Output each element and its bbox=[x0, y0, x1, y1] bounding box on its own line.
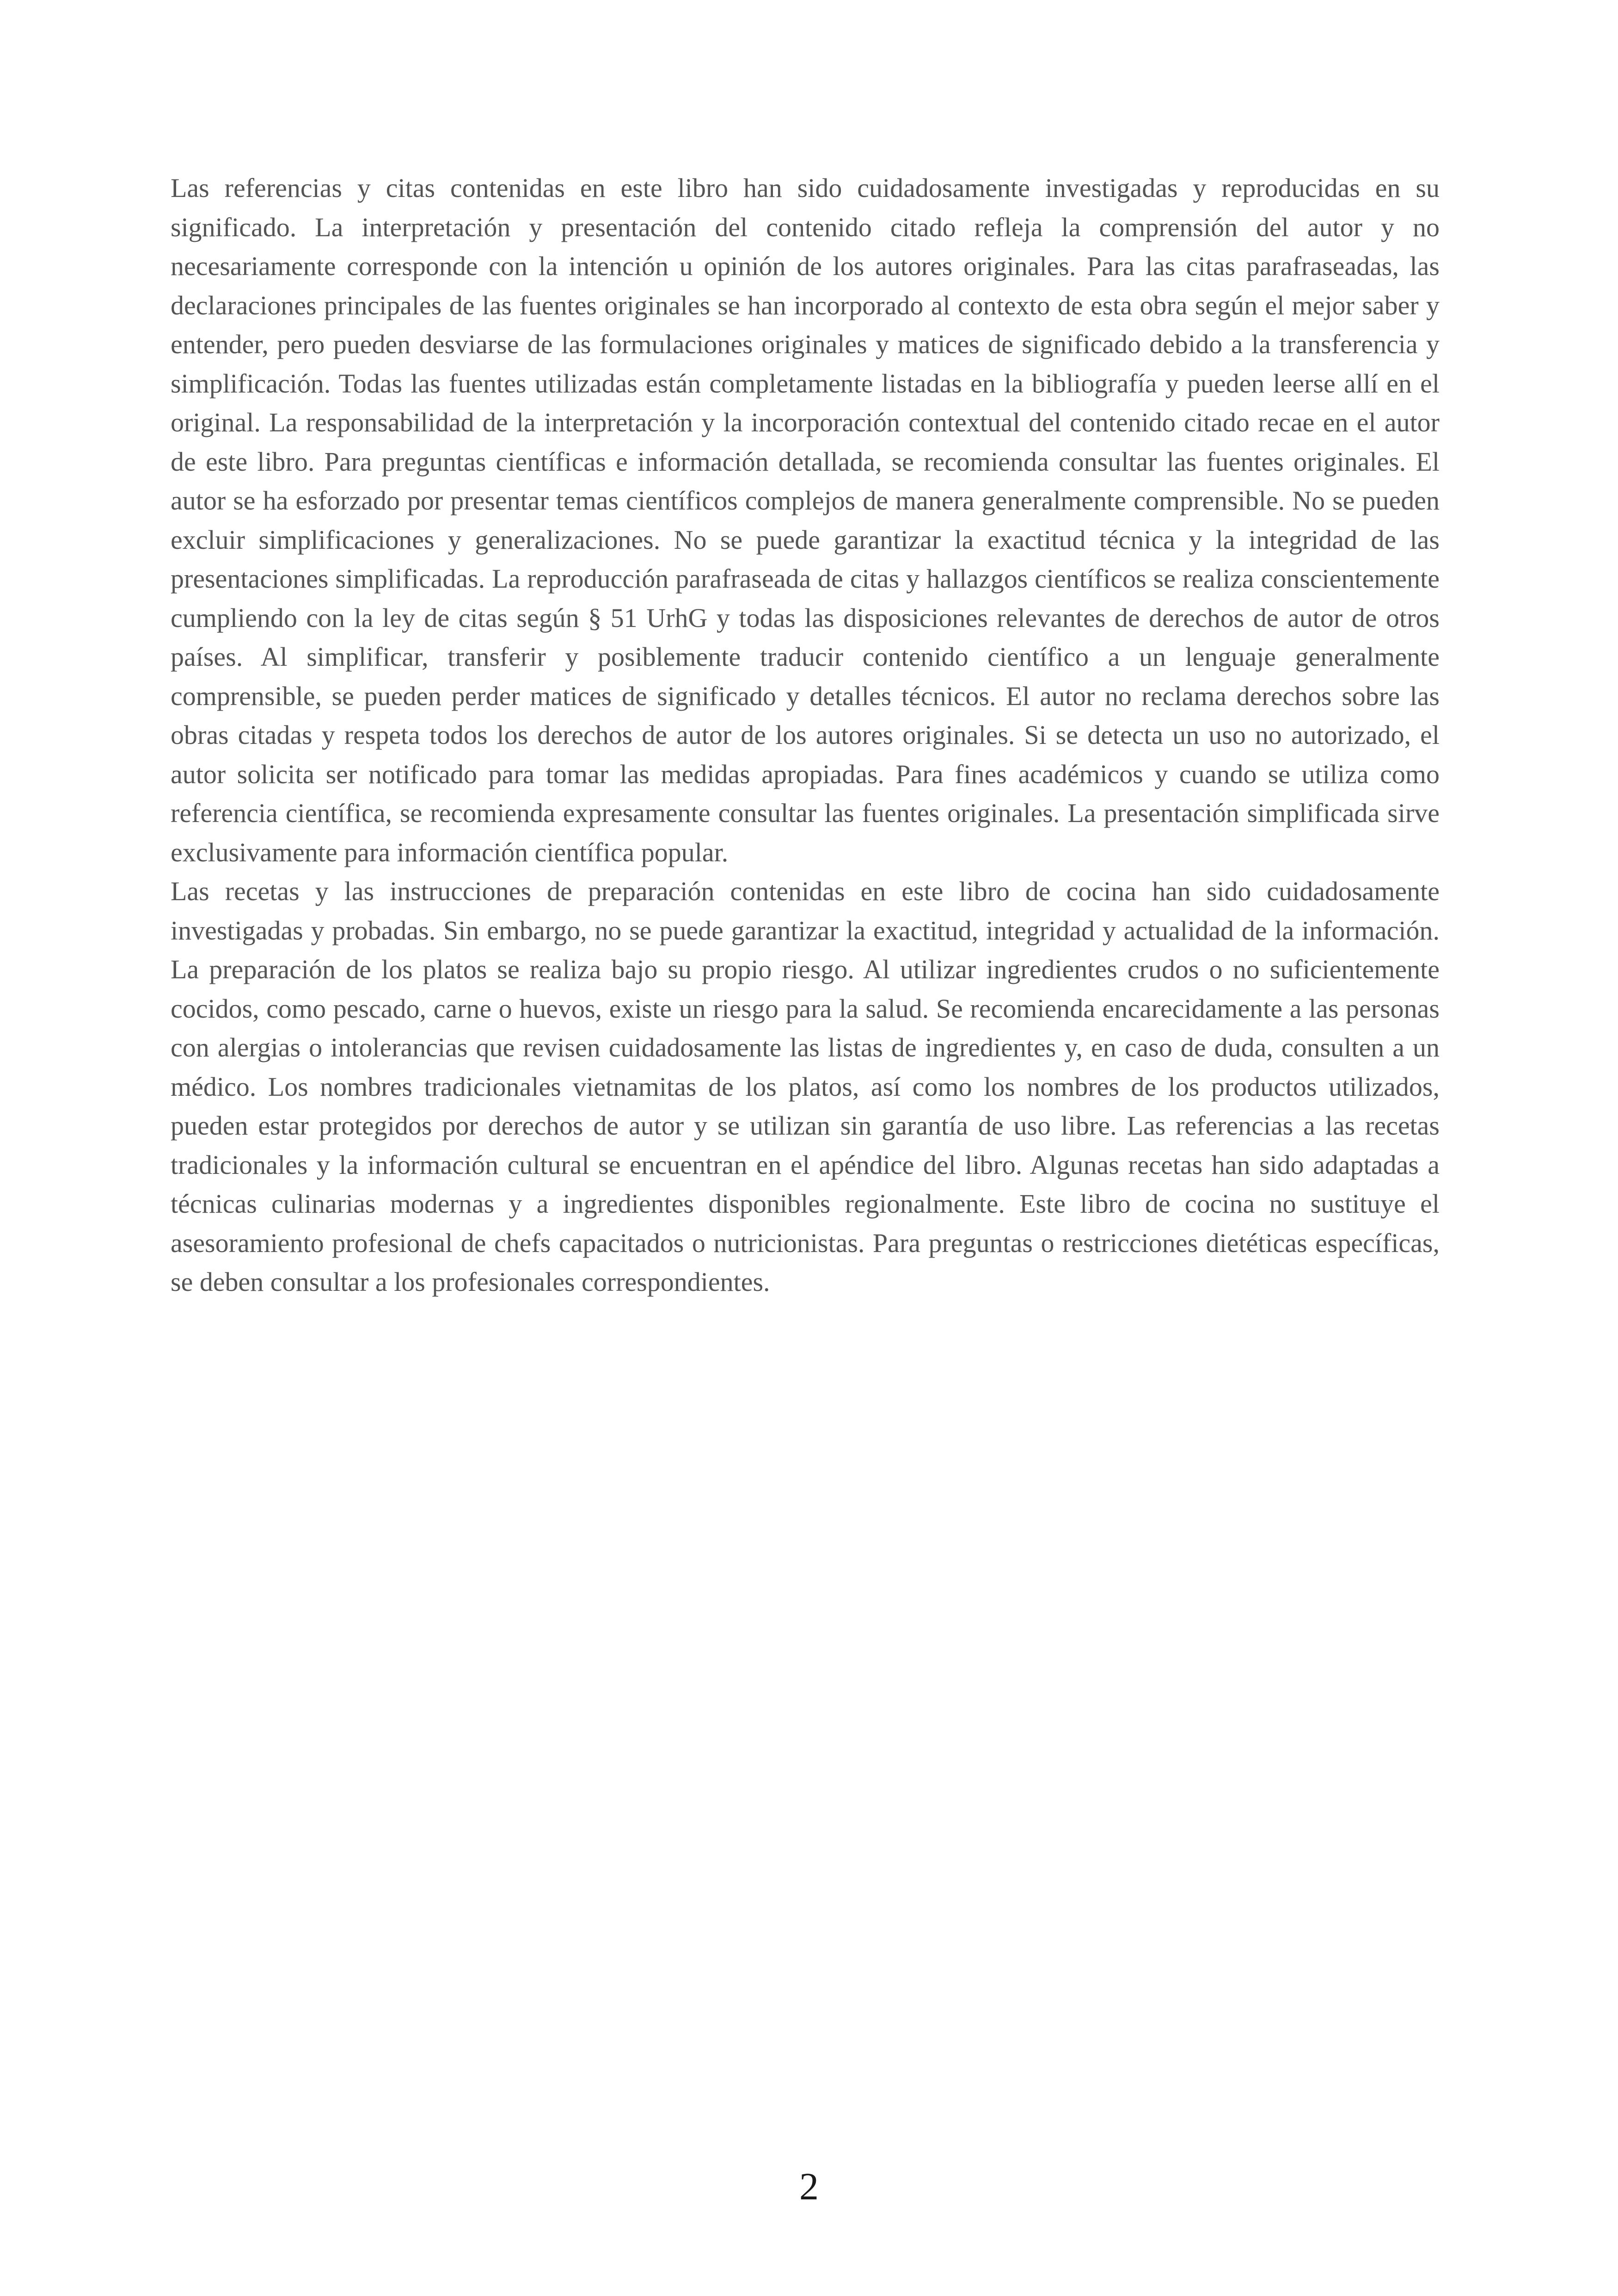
disclaimer-paragraph-recipes: Las recetas y las instrucciones de preparación contenidas en este libro de cocina han sido cuidadosamente investigadas y probadas. Sin embargo, no se puede garantizar la exactitud, integridad y actualidad de la información. La preparación de los platos se realiza bajo su propio riesgo. Al utilizar ingredientes crudos o no suficientemente cocidos, como pescado, carne o huevos, existe un riesgo para la salud. Se recomienda encarecidamente a las personas con alergias o intolerancias que revisen cuidadosamente las listas de ingredientes y, en caso de duda, consulten a un médico. Los nombres tradicionales vietnamitas de los platos, así como los nombres de los productos utilizados, pueden estar protegidos por derechos de autor y se utilizan sin garantía de uso libre. Las referencias a las recetas tradicionales y la información cultural se encuentran en el apéndice del libro. Algunas recetas han sido adaptadas a técnicas culinarias modernas y a ingredientes disponibles regionalmente. Este libro de cocina no sustituye el asesoramiento profesional de chefs capacitados o nutricionistas. Para preguntas o restricciones dietéticas específicas, se deben consultar a los profesionales correspondientes. bbox=[171, 876, 1440, 1297]
disclaimer-paragraph-citations: Las referencias y citas contenidas en este libro han sido cuidadosamente investigadas y reproducidas en su significado. La interpretación y presentación del contenido citado refleja la comprensión del autor y no necesariamente corresponde con la intención u opinión de los autores originales. Para las citas parafraseadas, las declaraciones principales de las fuentes originales se han incorporado al contexto de esta obra según el mejor saber y entender, pero pueden desviarse de las formulaciones originales y matices de significado debido a la transferencia y simplificación. Todas las fuentes utilizadas están completamente listadas en la bibliografía y pueden leerse allí en el original. La responsabilidad de la interpretación y la incorporación contextual del contenido citado recae en el autor de este libro. Para preguntas científicas e información detallada, se recomienda consultar las fuentes originales. El autor se ha esforzado por presentar temas científicos complejos de manera generalmente comprensible. No se pueden excluir simplificaciones y generalizaciones. No se puede garantizar la exactitud técnica y la integridad de las presentaciones simplificadas. La reproducción parafraseada de citas y hallazgos científicos se realiza conscientemente cumpliendo con la ley de citas según § 51 UrhG y todas las disposiciones relevantes de derechos de autor de otros países. Al simplificar, transferir y posiblemente traducir contenido científico a un lenguaje generalmente comprensible, se pueden perder matices de significado y detalles técnicos. El autor no reclama derechos sobre las obras citadas y respeta todos los derechos de autor de los autores originales. Si se detecta un uso no autorizado, el autor solicita ser notificado para tomar las medidas apropiadas. Para fines académicos y cuando se utiliza como referencia científica, se recomienda expresamente consultar las fuentes originales. La presentación simplificada sirve exclusivamente para información científica popular. bbox=[171, 173, 1440, 867]
body-text bbox=[171, 169, 1440, 1302]
page-number: 2 bbox=[799, 2165, 819, 2208]
